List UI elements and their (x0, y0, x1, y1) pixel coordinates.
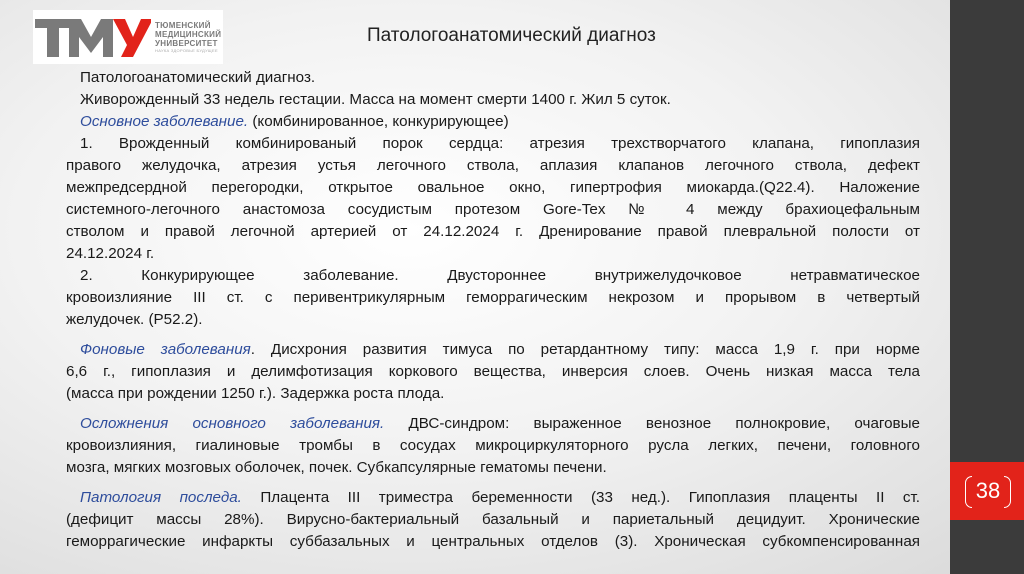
diagnosis-intro: Живорожденный 33 недель гестации. Масса на момент смерти 1400 г. Жил 5 суток. (80, 91, 671, 108)
university-logo (33, 10, 223, 64)
main-disease-label: Основное заболевание. (80, 113, 249, 130)
complications-text: ДВС-синдром: выраженное венозное полнокровие, очаговые (384, 415, 920, 432)
main-disease-note: (комбинированное, конкурирующее) (248, 113, 509, 130)
complications-label: Осложнения основного заболевания. (80, 415, 385, 432)
slide-title: Патологоанатомический диагноз (367, 25, 656, 46)
complications-line (66, 413, 920, 435)
background-disease-text: . Дисхрония развития тимуса по ретардантному типу: масса 1,9 г. при норме (250, 341, 920, 358)
page-number: 38 (969, 476, 1007, 506)
placenta-text: Плацента III триместра беременности (33 нед.). Гипоплазия плаценты II ст. (241, 489, 920, 506)
logo-tagline: НАУКА ЗДОРОВЬЕ БУДУЩЕЕ (155, 47, 218, 53)
placenta-label: Патология последа. (80, 489, 242, 506)
main-disease-line (66, 111, 920, 133)
complications-line: мозга, мягких мозговых оболочек, почек. Субкапсулярные гематомы печени. (66, 459, 607, 476)
item1-line: системного-легочного анастомоза сосудистым протезом Gore-Tex № 4 между брахиоцефальным (66, 201, 920, 218)
item1-line: 1. Врожденный комбинированый порок сердца: атрезия трехстворчатого клапана, гипоплазия (80, 135, 920, 152)
item2-line: желудочек. (P52.2). (66, 311, 203, 328)
background-disease-label: Фоновые заболевания (80, 341, 251, 358)
item1-line: межпредсердной перегородки, открытое овальное окно, гипертрофия миокарда.(Q22.4). Наложение (66, 179, 920, 196)
item2-line: кровоизлияние III ст. с перивентрикулярным геморрагическим некрозом и прорывом в четвертый (66, 289, 920, 306)
diagnosis-heading: Патологоанатомический диагноз. (80, 69, 316, 86)
diagnosis-text (66, 67, 920, 553)
item2-line: 2. Конкурирующее заболевание. Двустороннее внутрижелудочковое нетравматическое (80, 267, 920, 284)
placenta-line: геморрагические инфаркты суббазальных и центральных отделов (3). Хроническая субкомпенсированная (66, 533, 920, 550)
logo-line-1: ТЮМЕНСКИЙ (155, 20, 211, 30)
background-disease-line (66, 339, 920, 361)
item1-line: 24.12.2024 г. (66, 245, 155, 262)
item1-line: правого желудочка, атрезия устья легочного ствола, аплазия клапанов легочного ствола, дефект (66, 157, 920, 174)
background-disease-line: (масса при рождении 1250 г.). Задержка роста плода. (66, 385, 445, 402)
logo-line-3: УНИВЕРСИТЕТ (155, 38, 218, 48)
placenta-line: (дефицит массы 28%). Вирусно-бактериальный базальный и париетальный децидуит. Хронические (66, 511, 920, 528)
tmu-logo-mark (33, 13, 151, 61)
placenta-line (66, 487, 920, 509)
logo-line-2: МЕДИЦИНСКИЙ (155, 29, 222, 39)
item1-line: стволом и правой легочной артерией от 24.12.2024 г. Дренирование правой плевральной полости от (66, 223, 920, 240)
complications-line: кровоизлияния, гиалиновые тромбы в сосудах микроциркуляторного русла легких, печени, головного (66, 437, 920, 454)
background-disease-line: 6,6 г., гипоплазия и делимфотизация коркового вещества, инверсия слоев. Очень низкая масса тела (66, 363, 920, 380)
